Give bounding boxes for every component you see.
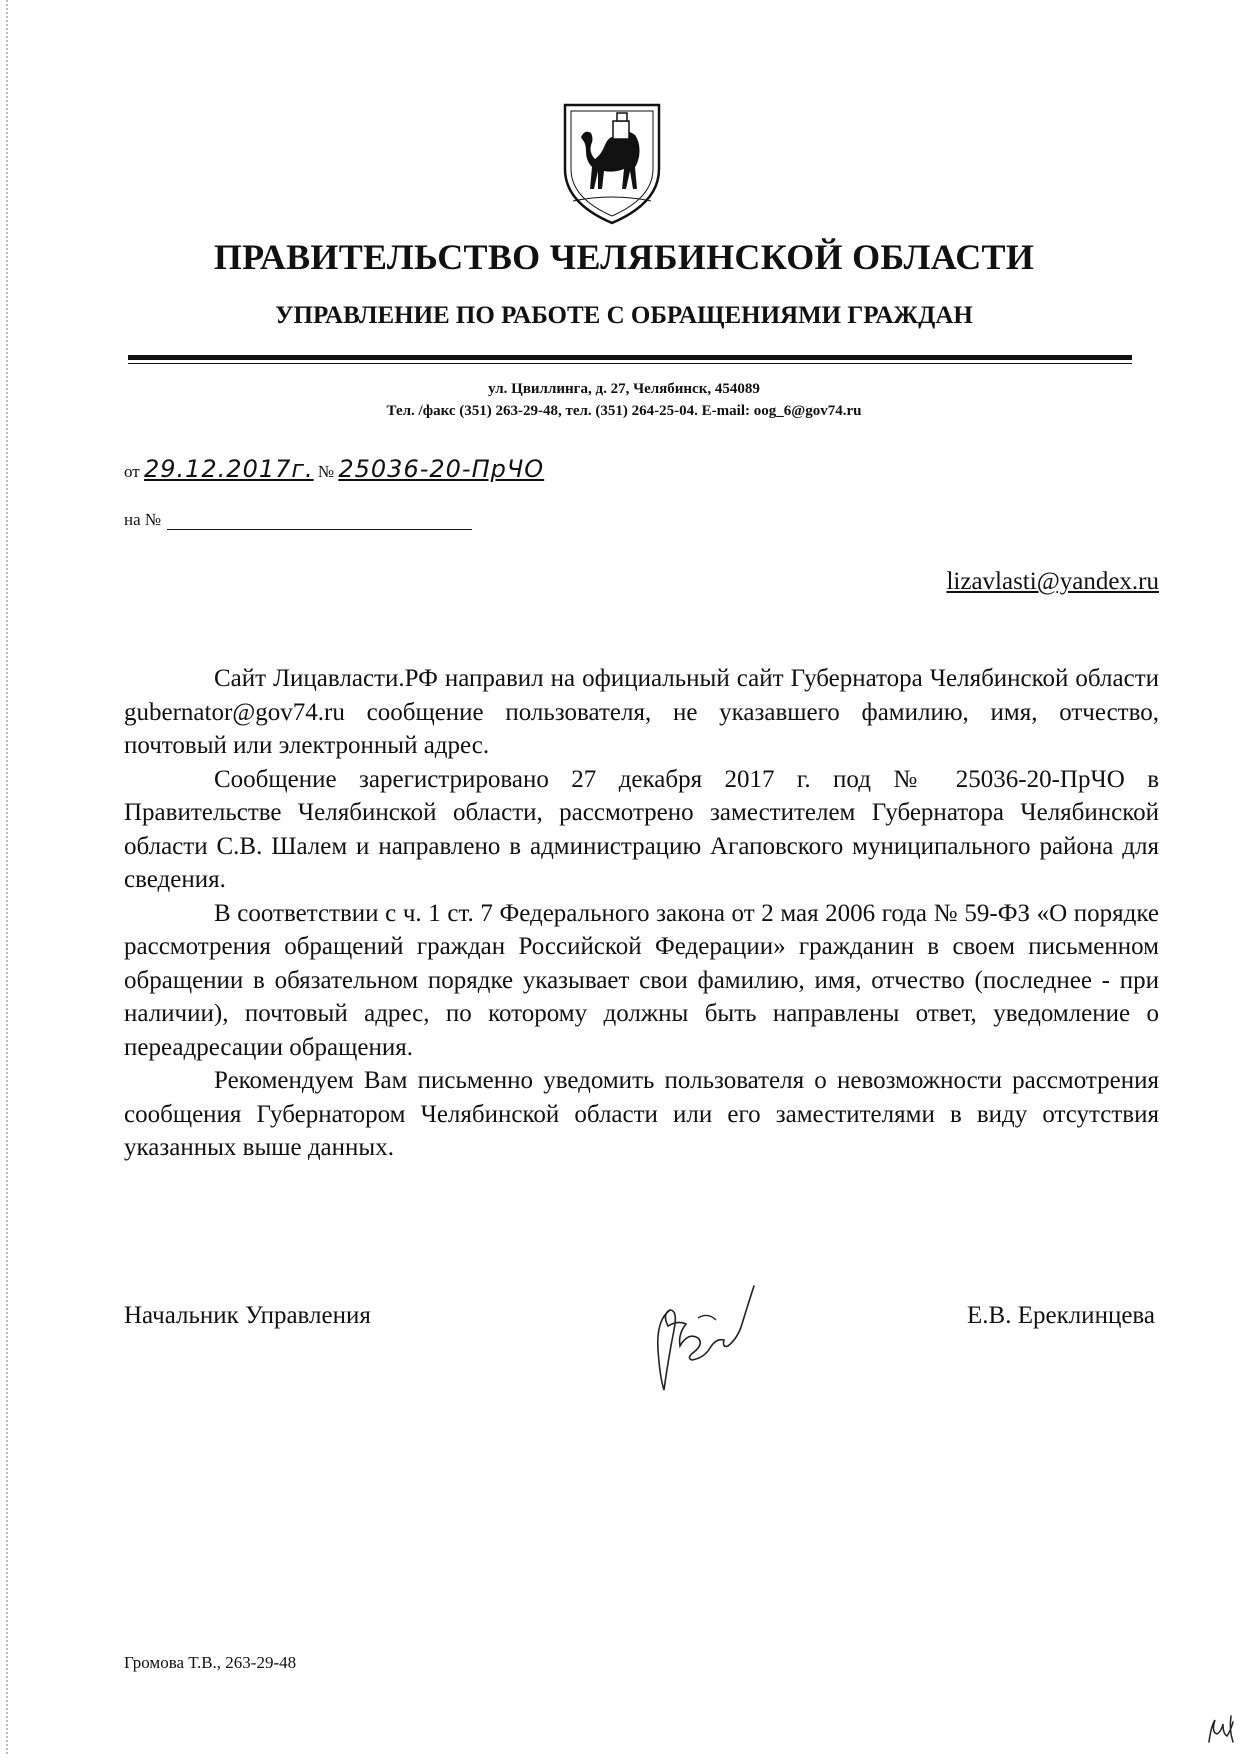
reply-to-label: на № <box>124 510 162 529</box>
signatory-name: Е.В. Ереклинцева <box>967 1302 1155 1329</box>
letter-body <box>124 662 1159 1165</box>
handwritten-signature-icon <box>640 1270 800 1400</box>
postal-address: ул. Цвиллинга, д. 27, Челябинск, 454089 <box>488 381 760 397</box>
paragraph: Сообщение зарегистрировано 27 декабря 2017 г. под № 25036-20-ПрЧО в Правительстве Челябинской области, рассмотрено заместителем Губернатора Челябинской области С.В. Шалем и направлено в администрацию Агаповского муниципального района для сведения. <box>124 765 1159 893</box>
number-label: № <box>317 462 335 481</box>
coat-of-arms-icon <box>557 99 667 227</box>
reply-number-blank <box>167 513 472 530</box>
contact-address-block <box>0 378 1248 422</box>
header-divider-thick <box>128 355 1132 360</box>
from-label: от <box>124 462 140 481</box>
paragraph: В соответствии с ч. 1 ст. 7 Федерального закона от 2 мая 2006 года № 59-ФЗ «О порядке рассмотрения обращений граждан Российской Федерации» гражданин в своем письменном обращении в обязательном порядке указывает свои фамилию, имя, отчество (последнее - при наличии), почтовый адрес, по которому должны быть направлены ответ, уведомление о переадресации обращения. <box>124 899 1159 1061</box>
paragraph: Сайт Лицавласти.РФ направил на официальный сайт Губернатора Челябинской области gubernator@gov74.ru сообщение пользователя, не указавшего фамилию, имя, отчество, почтовый или электронный адрес. <box>124 665 1159 759</box>
organization-title: ПРАВИТЕЛЬСТВО ЧЕЛЯБИНСКОЙ ОБЛАСТИ <box>213 237 1035 277</box>
header-divider-thin <box>128 363 1132 364</box>
executor-contact: Громова Т.В., 263-29-48 <box>124 1653 297 1672</box>
handwritten-date: 29.12.2017г. <box>143 455 314 483</box>
phone-email-line: Тел. /факс (351) 263-29-48, тел. (351) 264-25-04. E-mail: oog_6@gov74.ru <box>386 403 862 419</box>
outgoing-reference <box>124 455 544 483</box>
reply-reference <box>124 510 472 530</box>
paragraph: Рекомендуем Вам письменно уведомить пользователя о невозможности рассмотрения сообщения Губернатором Челябинской области или его заместителями в виду отсутствия указанных выше данных. <box>124 1067 1159 1161</box>
handwritten-number: 25036-20-ПрЧО <box>338 455 545 483</box>
department-title: УПРАВЛЕНИЕ ПО РАБОТЕ С ОБРАЩЕНИЯМИ ГРАЖДАН <box>275 302 973 329</box>
signatory-title: Начальник Управления <box>124 1302 371 1329</box>
page-mark-icon <box>1205 1712 1241 1746</box>
recipient-email: lizavlasti@yandex.ru <box>946 568 1159 595</box>
